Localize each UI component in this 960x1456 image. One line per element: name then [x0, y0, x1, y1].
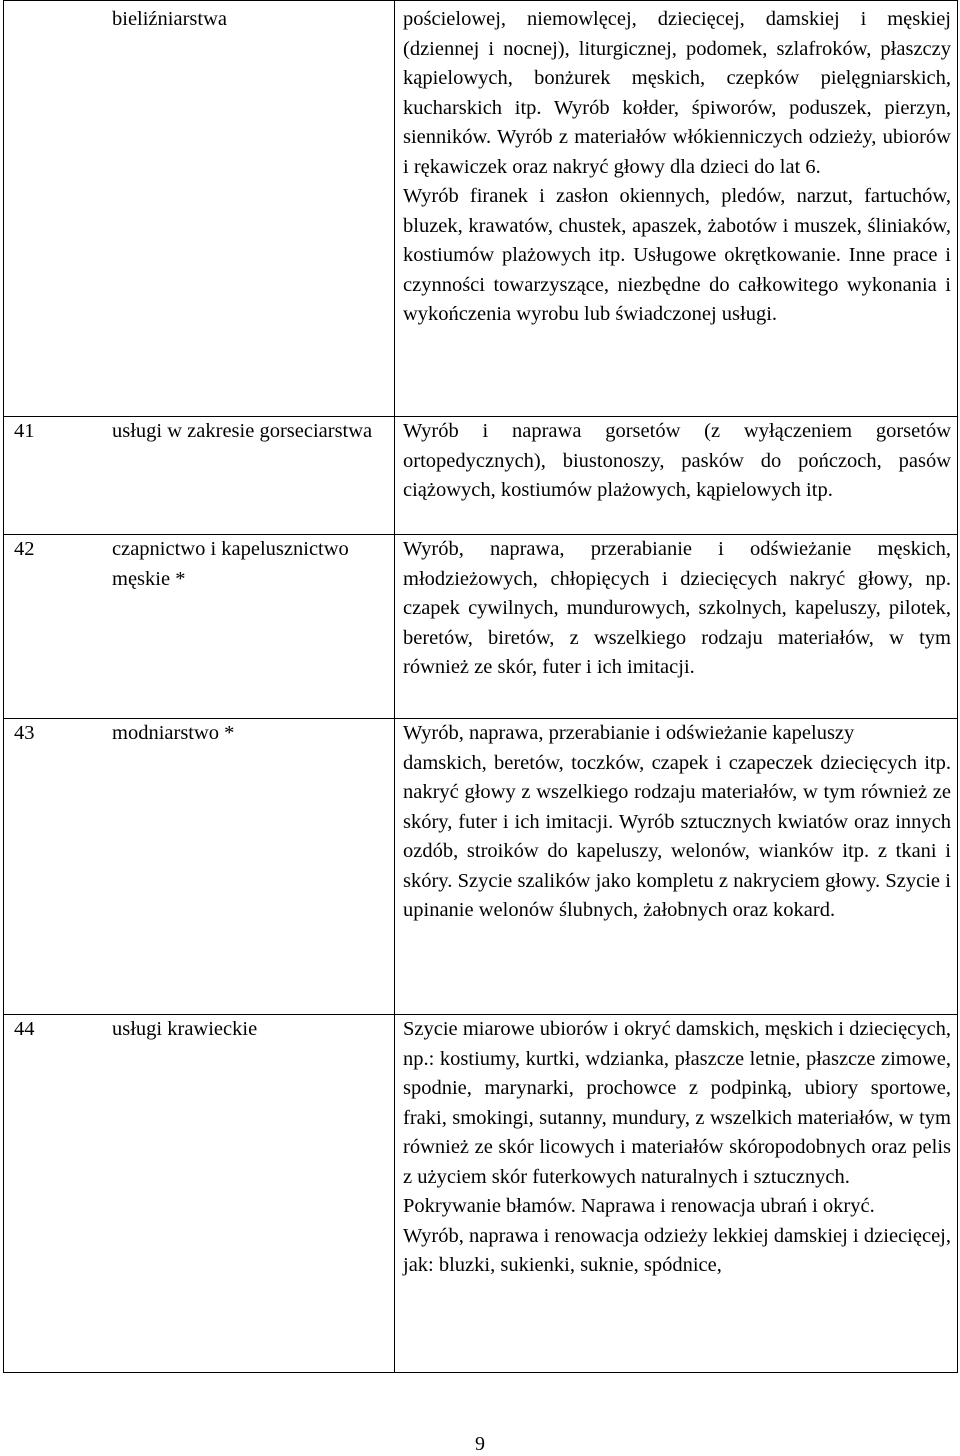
service-name: modniarstwo *	[112, 719, 395, 1015]
service-description	[395, 535, 958, 719]
description-paragraph: Wyrób firanek i zasłon okiennych, pledów, narzut, fartuchów, bluzek, krawatów, chustek, apaszek, żabotów i muszek, śliniaków, kostiumów plażowych itp. Usługowe okrętkowanie. Inne prace i czynności towarzyszące, niezbędne do całkowitego wykonania i wykończenia wyrobu lub świadczonej usługi.	[403, 185, 951, 325]
description-paragraph: Pokrywanie błamów. Naprawa i renowacja ubrań i okryć.	[403, 1195, 875, 1217]
row-number: 41	[4, 417, 113, 535]
description-paragraph: Wyrób, naprawa i renowacja odzieży lekkiej damskiej i dziecięcej, jak: bluzki, sukienki, suknie, spódnice,	[403, 1224, 951, 1276]
row-number: 44	[4, 1015, 113, 1373]
description-paragraph: Wyrób i naprawa gorsetów (z wyłączeniem gorsetów ortopedycznych), biustonoszy, pasków do pończoch, pasów ciążowych, kostiumów plażowych, kąpielowych itp.	[403, 420, 951, 501]
services-table	[3, 0, 958, 1373]
row-number	[4, 1, 113, 417]
service-name: bieliźniarstwa	[112, 1, 395, 417]
table-row	[4, 719, 958, 1015]
description-paragraph: Wyrób, naprawa, przerabianie i odświeżanie męskich, młodzieżowych, chłopięcych i dziecięcych nakryć głowy, np. czapek cywilnych, mundurowych, szkolnych, kapeluszy, pilotek, beretów, biretów, z wszelkiego rodzaju materiałów, w tym również ze skór, futer i ich imitacji.	[403, 538, 951, 678]
service-name: usługi w zakresie gorseciarstwa	[112, 417, 395, 535]
service-name: usługi krawieckie	[112, 1015, 395, 1373]
page-number: 9	[475, 1433, 485, 1455]
table-row	[4, 417, 958, 535]
description-paragraph: damskich, beretów, toczków, czapek i czapeczek dziecięcych itp. nakryć głowy z wszelkiego rodzaju materiałów, w tym również ze skóry, futer i ich imitacji. Wyrób sztucznych kwiatów oraz innych ozdób, stroików do kapeluszy, welonów, wianków itp. z tkani i skóry. Szycie szalików jako kompletu z nakryciem głowy. Szycie i upinanie welonów ślubnych, żałobnych oraz kokard.	[403, 751, 951, 921]
description-paragraph: Wyrób, naprawa, przerabianie i odświeżanie kapeluszy	[403, 722, 855, 744]
row-number: 42	[4, 535, 113, 719]
table-row	[4, 1015, 958, 1373]
service-description	[395, 417, 958, 535]
service-description	[395, 1015, 958, 1373]
row-number: 43	[4, 719, 113, 1015]
table-row	[4, 1, 958, 417]
service-name: czapnictwo i kapelusznictwo męskie *	[112, 535, 395, 719]
description-paragraph: Szycie miarowe ubiorów i okryć damskich, męskich i dziecięcych, np.: kostiumy, kurtki, wdzianka, płaszcze letnie, płaszcze zimowe, spodnie, marynarki, prochowce z podpinką, ubiory sportowe, fraki, smokingi, sutanny, mundury, z wszelkich materiałów, w tym również ze skór licowych i materiałów skóropodobnych oraz pelis z użyciem skór futerkowych naturalnych i sztucznych.	[403, 1018, 951, 1188]
service-description	[395, 719, 958, 1015]
service-description	[395, 1, 958, 417]
description-paragraph: pościelowej, niemowlęcej, dziecięcej, damskiej i męskiej (dziennej i nocnej), liturgicznej, podomek, szlafroków, płaszczy kąpielowych, bonżurek męskich, czepków pielęgniarskich, kucharskich itp. Wyrób kołder, śpiworów, poduszek, pierzyn, sienników. Wyrób z materiałów włókienniczych odzieży, ubiorów i rękawiczek oraz nakryć głowy dla dzieci do lat 6.	[403, 8, 951, 178]
table-row	[4, 535, 958, 719]
